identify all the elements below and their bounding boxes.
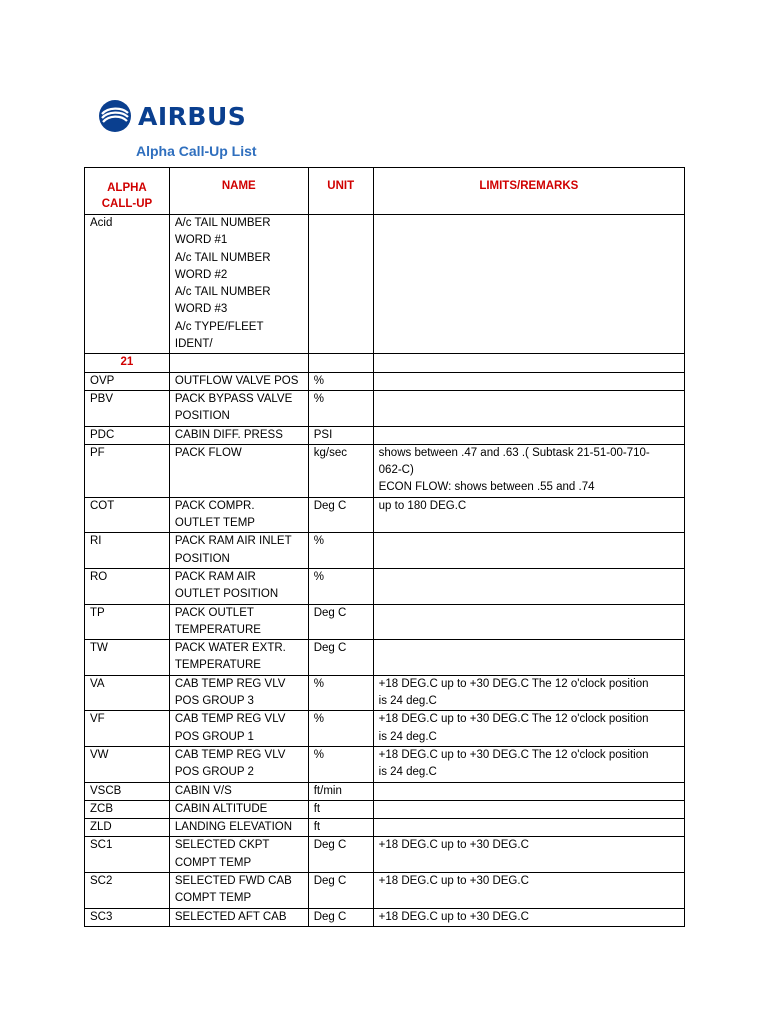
table-header-row <box>85 168 685 215</box>
header-limits-remarks: LIMITS/REMARKS <box>373 168 684 215</box>
cell-remarks: +18 DEG.C up to +30 DEG.C <box>373 837 684 873</box>
cell-alpha-callup: PDC <box>85 426 170 444</box>
cell-unit: % <box>308 675 373 711</box>
cell-name: CABIN ALTITUDE <box>169 800 308 818</box>
cell-name: A/c TAIL NUMBER WORD #1 A/c TAIL NUMBER WORD #2 A/c TAIL NUMBER WORD #3 A/c TYPE/FLEET IDENT/ <box>169 215 308 354</box>
cell-name: PACK FLOW <box>169 444 308 497</box>
table-row <box>85 372 685 390</box>
table-row <box>85 675 685 711</box>
cell-unit: PSI <box>308 426 373 444</box>
table-row <box>85 782 685 800</box>
cell-remarks <box>373 390 684 426</box>
cell-unit: % <box>308 372 373 390</box>
cell-unit: ft <box>308 819 373 837</box>
cell-remarks <box>373 640 684 676</box>
cell-remarks <box>373 215 684 354</box>
cell-alpha-callup: Acid <box>85 215 170 354</box>
cell-unit: % <box>308 533 373 569</box>
cell-alpha-callup: VF <box>85 711 170 747</box>
airbus-logo <box>98 96 246 136</box>
table-row <box>85 426 685 444</box>
table-body <box>85 215 685 927</box>
cell-name: LANDING ELEVATION <box>169 819 308 837</box>
cell-alpha-callup: 21 <box>85 354 170 372</box>
cell-unit: % <box>308 711 373 747</box>
cell-name: CABIN DIFF. PRESS <box>169 426 308 444</box>
cell-remarks <box>373 819 684 837</box>
header-name: NAME <box>169 168 308 215</box>
table-row <box>85 354 685 372</box>
cell-unit: Deg C <box>308 908 373 926</box>
cell-alpha-callup: SC2 <box>85 872 170 908</box>
cell-remarks: +18 DEG.C up to +30 DEG.C <box>373 872 684 908</box>
cell-alpha-callup: RO <box>85 568 170 604</box>
cell-remarks <box>373 354 684 372</box>
table-row <box>85 711 685 747</box>
cell-alpha-callup: VSCB <box>85 782 170 800</box>
cell-unit: % <box>308 746 373 782</box>
page-title: Alpha Call-Up List <box>136 143 257 159</box>
cell-name: CAB TEMP REG VLV POS GROUP 3 <box>169 675 308 711</box>
cell-name: OUTFLOW VALVE POS <box>169 372 308 390</box>
cell-remarks: shows between .47 and .63 .( Subtask 21-51-00-710- 062-C) ECON FLOW: shows between .55 and .74 <box>373 444 684 497</box>
cell-remarks <box>373 372 684 390</box>
cell-unit <box>308 354 373 372</box>
cell-remarks <box>373 568 684 604</box>
cell-name: PACK COMPR. OUTLET TEMP <box>169 497 308 533</box>
cell-unit: Deg C <box>308 497 373 533</box>
cell-alpha-callup: ZLD <box>85 819 170 837</box>
cell-name: PACK WATER EXTR. TEMPERATURE <box>169 640 308 676</box>
table-row <box>85 215 685 354</box>
table-row <box>85 444 685 497</box>
cell-alpha-callup: TP <box>85 604 170 640</box>
cell-remarks: +18 DEG.C up to +30 DEG.C <box>373 908 684 926</box>
header-alpha-callup: ALPHA CALL-UP <box>85 168 170 215</box>
cell-unit: Deg C <box>308 872 373 908</box>
cell-unit: Deg C <box>308 837 373 873</box>
cell-name: CAB TEMP REG VLV POS GROUP 1 <box>169 711 308 747</box>
cell-alpha-callup: VA <box>85 675 170 711</box>
cell-alpha-callup: VW <box>85 746 170 782</box>
cell-remarks <box>373 782 684 800</box>
cell-unit: Deg C <box>308 604 373 640</box>
cell-remarks: +18 DEG.C up to +30 DEG.C The 12 o'clock position is 24 deg.C <box>373 675 684 711</box>
cell-unit: ft/min <box>308 782 373 800</box>
table-row <box>85 604 685 640</box>
cell-unit <box>308 215 373 354</box>
cell-remarks: +18 DEG.C up to +30 DEG.C The 12 o'clock position is 24 deg.C <box>373 746 684 782</box>
table-row <box>85 872 685 908</box>
cell-unit: kg/sec <box>308 444 373 497</box>
cell-name: PACK BYPASS VALVE POSITION <box>169 390 308 426</box>
cell-alpha-callup: COT <box>85 497 170 533</box>
cell-unit: % <box>308 390 373 426</box>
cell-alpha-callup: TW <box>85 640 170 676</box>
cell-alpha-callup: SC3 <box>85 908 170 926</box>
logo-wordmark: AIRBUS <box>138 101 247 131</box>
cell-alpha-callup: OVP <box>85 372 170 390</box>
table-row <box>85 746 685 782</box>
table-row <box>85 568 685 604</box>
cell-alpha-callup: ZCB <box>85 800 170 818</box>
cell-alpha-callup: RI <box>85 533 170 569</box>
cell-remarks <box>373 800 684 818</box>
airbus-swirl-icon <box>98 99 132 133</box>
table-row <box>85 800 685 818</box>
table-row <box>85 497 685 533</box>
cell-unit: Deg C <box>308 640 373 676</box>
cell-name: SELECTED AFT CAB <box>169 908 308 926</box>
cell-alpha-callup: PF <box>85 444 170 497</box>
table-row <box>85 837 685 873</box>
cell-name: CABIN V/S <box>169 782 308 800</box>
cell-unit: ft <box>308 800 373 818</box>
table-row <box>85 908 685 926</box>
cell-name: PACK OUTLET TEMPERATURE <box>169 604 308 640</box>
cell-remarks <box>373 426 684 444</box>
cell-unit: % <box>308 568 373 604</box>
cell-remarks: +18 DEG.C up to +30 DEG.C The 12 o'clock position is 24 deg.C <box>373 711 684 747</box>
cell-name: PACK RAM AIR INLET POSITION <box>169 533 308 569</box>
cell-alpha-callup: SC1 <box>85 837 170 873</box>
cell-name: CAB TEMP REG VLV POS GROUP 2 <box>169 746 308 782</box>
cell-name: SELECTED CKPT COMPT TEMP <box>169 837 308 873</box>
table-row <box>85 533 685 569</box>
table-row <box>85 640 685 676</box>
cell-remarks: up to 180 DEG.C <box>373 497 684 533</box>
alpha-callup-table <box>84 167 685 927</box>
header-unit: UNIT <box>308 168 373 215</box>
cell-remarks <box>373 604 684 640</box>
table-row <box>85 390 685 426</box>
cell-alpha-callup: PBV <box>85 390 170 426</box>
cell-name <box>169 354 308 372</box>
table-row <box>85 819 685 837</box>
cell-name: PACK RAM AIR OUTLET POSITION <box>169 568 308 604</box>
cell-remarks <box>373 533 684 569</box>
cell-name: SELECTED FWD CAB COMPT TEMP <box>169 872 308 908</box>
